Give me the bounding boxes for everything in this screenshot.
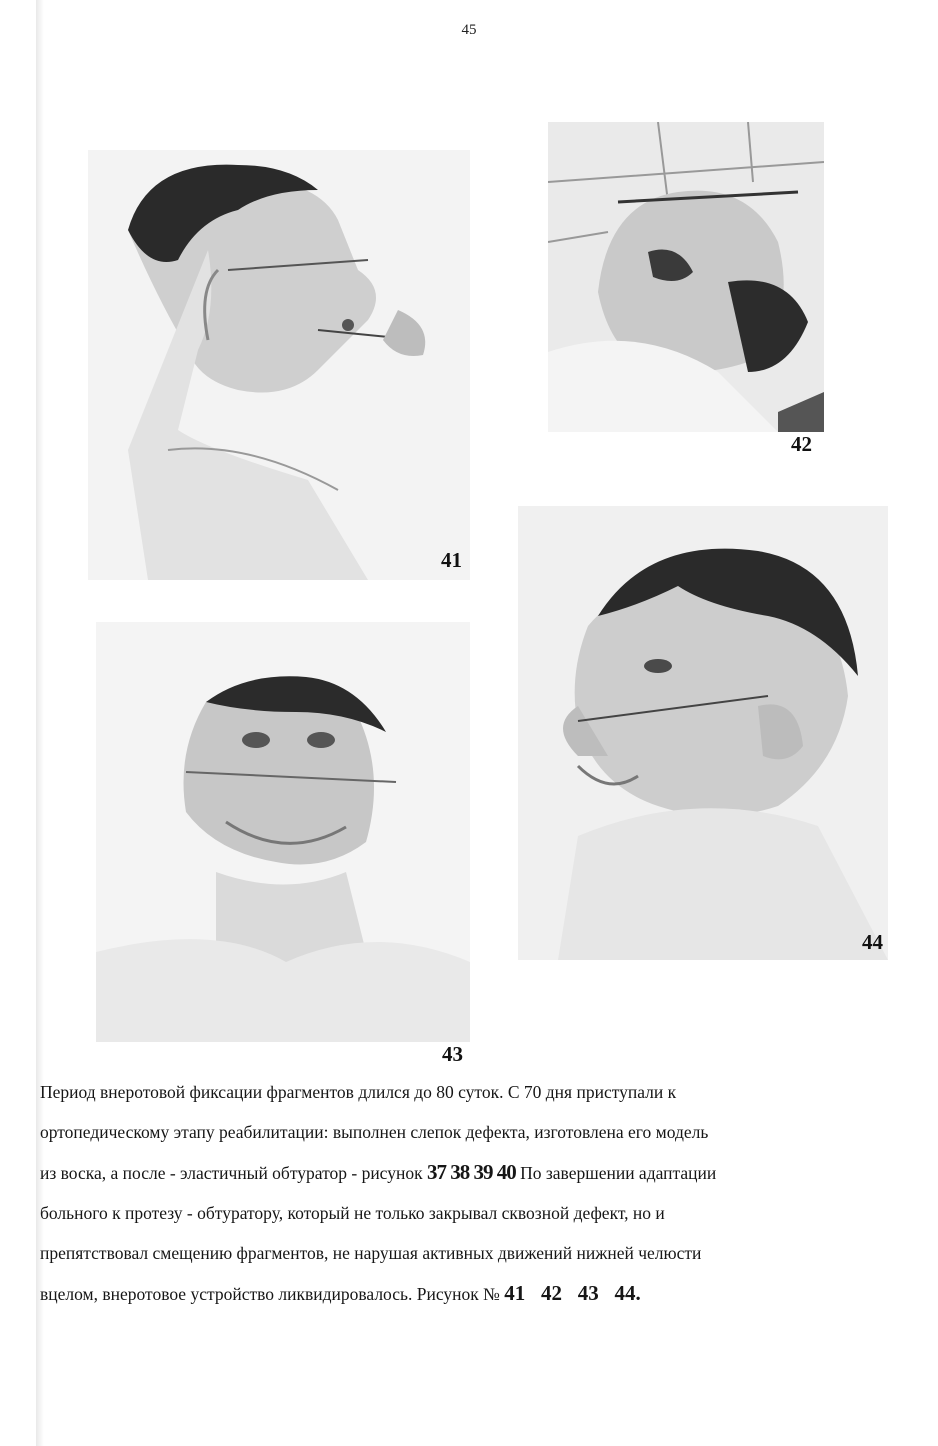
text-line-6-start: вцелом, внеротовое устройство ликвидировалось. Рисунок № xyxy=(40,1284,500,1304)
figure-label-43: 43 xyxy=(442,1042,463,1066)
text-line-5: препятствовал смещению фрагментов, не нарушая активных движений нижней челюсти xyxy=(40,1243,702,1263)
photo-41-image xyxy=(88,150,470,580)
photo-44-image xyxy=(518,506,888,960)
text-line-2: ортопедическому этапу реабилитации: выполнен слепок дефекта, изготовлена его модель xyxy=(40,1122,709,1142)
photo-42-image xyxy=(548,122,824,432)
photo-41 xyxy=(88,150,470,580)
figure-refs-41-44: 41 42 43 44 xyxy=(504,1281,636,1305)
figure-label-44: 44 xyxy=(862,930,883,954)
page-number: 45 xyxy=(461,22,477,38)
text-line-6-end: . xyxy=(635,1281,641,1305)
text-line-1: Период внеротовой фиксации фрагментов длился до 80 суток. С 70 дня приступали к xyxy=(40,1082,677,1102)
figure-refs-37-40: 37 38 39 40 xyxy=(426,1160,516,1184)
text-line-4: больного к протезу - обтуратору, который не только закрывал сквозной дефект, но и xyxy=(40,1203,665,1223)
figure-label-42: 42 xyxy=(791,432,812,456)
photo-42 xyxy=(548,122,824,432)
figure-label-41: 41 xyxy=(441,548,462,572)
photo-43 xyxy=(96,622,470,1042)
text-line-3 xyxy=(40,1152,900,1193)
photo-44 xyxy=(518,506,888,960)
body-paragraph xyxy=(40,1072,900,1314)
text-line-3-end: По завершении адаптации xyxy=(520,1163,717,1183)
text-line-6 xyxy=(40,1273,900,1314)
text-line-3-start: из воска, а после - эластичный обтуратор - рисунок xyxy=(40,1163,423,1183)
photo-43-image xyxy=(96,622,470,1042)
